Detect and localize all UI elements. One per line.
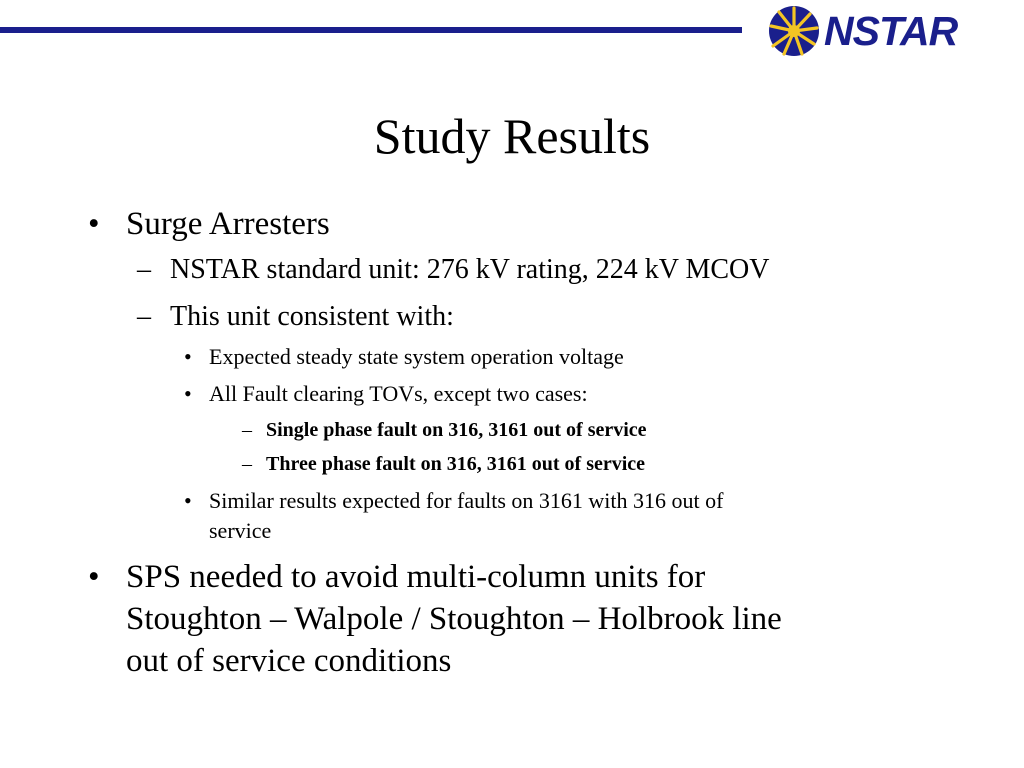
slide-title: Study Results [373,108,651,164]
bullet-text-line2: Stoughton – Walpole / Stoughton – Holbrook line [126,601,782,637]
dash-marker: – [137,301,151,332]
bullet-text-line1: SPS needed to avoid multi-column units for [126,559,706,595]
fourth-bullet-text: Single phase fault on 316, 3161 out of service [266,419,647,441]
third-bullet-text: All Fault clearing TOVs, except two cases: [209,381,588,406]
bullet-text-line3: out of service conditions [126,643,452,679]
dash-marker: – [242,419,252,441]
sub-bullet-text: This unit consistent with: [170,301,454,332]
bullet-marker: • [184,344,192,369]
logo-wordmark: NSTAR [824,8,958,54]
bullet-marker: • [88,559,100,595]
fourth-bullet-text: Three phase fault on 316, 3161 out of service [266,453,646,475]
sub-bullet-text: NSTAR standard unit: 276 kV rating, 224 kV MCOV [170,254,770,285]
third-bullet-text-line2: service [209,518,272,543]
bullet-text: Surge Arresters [126,206,330,242]
third-bullet-text: Expected steady state system operation voltage [209,344,624,369]
bullet-marker: • [88,206,100,242]
dash-marker: – [137,254,151,285]
dash-marker: – [242,453,252,475]
third-bullet-text-line1: Similar results expected for faults on 3161 with 316 out of [209,488,724,513]
bullet-marker: • [184,488,192,513]
bullet-marker: • [184,381,192,406]
